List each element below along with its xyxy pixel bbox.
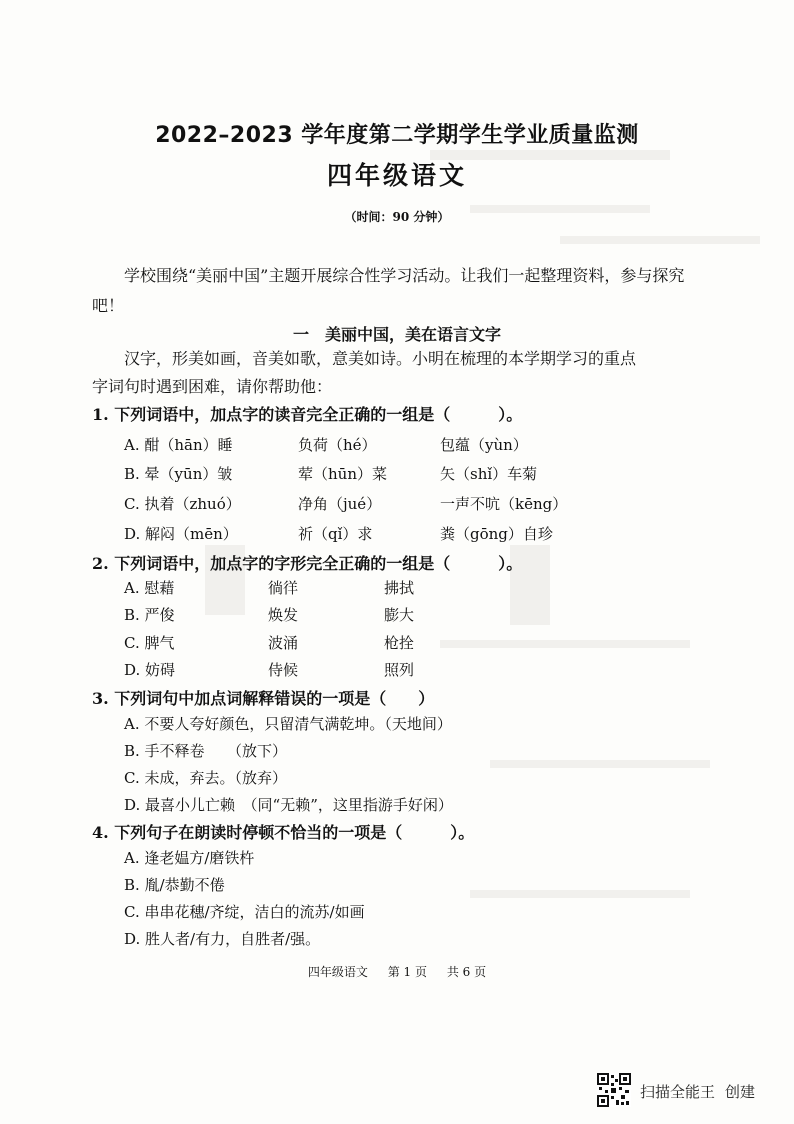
q2-option-c-1: C. 脾气: [124, 634, 175, 652]
q2-option-d-1: D. 妨碍: [124, 661, 176, 679]
q4-option-b: B. 胤/恭勤不倦: [124, 876, 225, 894]
qr-code-icon: [597, 1073, 631, 1107]
question-1-stem: 1. 下列词语中，加点字的读音完全正确的一组是（ ）。: [92, 405, 523, 424]
bleed-through-ghost: [440, 640, 690, 648]
q1-option-b-3: 矢（shǐ）车菊: [440, 465, 538, 483]
q1-option-b-2: 荤（hūn）菜: [298, 465, 387, 483]
q2-option-a-2: 徜徉: [268, 579, 299, 597]
q2-option-c-3: 枪拴: [384, 634, 415, 652]
q3-option-c: C. 未成，弃去。（放弃）: [124, 769, 287, 787]
section-1-lead-line-1: 汉字，形美如画，音美如歌，意美如诗。小明在梳理的本学期学习的重点: [124, 349, 637, 368]
exam-title: 2022–2023 学年度第二学期学生学业质量监测: [155, 123, 639, 148]
watermark-brand: 扫描全能王: [640, 1083, 716, 1101]
q1-option-d-3: 粪（gōng）自珍: [440, 525, 553, 543]
q4-option-d: D. 胜人者/有力，自胜者/强。: [124, 930, 321, 948]
section-1-lead-line-2: 字词句时遇到困难，请你帮助他：: [92, 377, 333, 396]
bleed-through-ghost: [470, 890, 690, 898]
footer-page-number: 第 1 页: [387, 965, 427, 979]
exam-duration: （时间：90 分钟）: [344, 210, 450, 224]
q1-option-c-1: C. 执着（zhuó）: [124, 495, 241, 513]
q1-option-d-1: D. 解闷（mēn）: [124, 525, 238, 543]
q1-option-c-3: 一声不吭（kēng）: [440, 495, 568, 513]
q2-option-d-3: 照列: [384, 661, 415, 679]
question-4-stem: 4. 下列句子在朗读时停顿不恰当的一项是（ ）。: [92, 823, 475, 842]
footer-subject: 四年级语文: [307, 965, 368, 979]
q2-option-b-2: 焕发: [268, 606, 299, 624]
q2-option-b-3: 膨大: [384, 606, 415, 624]
page-footer: [0, 963, 794, 980]
intro-paragraph: 学校围绕“美丽中国”主题开展综合性学习活动。让我们一起整理资料，参与探究吧！: [92, 266, 685, 315]
subject-title: 四年级语文: [326, 161, 467, 190]
section-1-title: 一 美丽中国，美在语言文字: [292, 325, 501, 344]
question-2-stem: 2. 下列词语中，加点字的字形完全正确的一组是（ ）。: [92, 554, 523, 573]
q2-option-a-1: A. 慰藉: [124, 579, 175, 597]
q2-option-b-1: B. 严俊: [124, 606, 175, 624]
q1-option-d-2: 祈（qǐ）求: [298, 525, 373, 543]
q1-option-a-3: 包蕴（yùn）: [440, 436, 528, 454]
q4-option-a: A. 逢老媪方/磨铁杵: [124, 849, 255, 867]
bleed-through-ghost: [490, 760, 710, 768]
bleed-through-ghost: [560, 236, 760, 244]
scanner-watermark: [640, 1081, 755, 1102]
q1-option-b-1: B. 晕（yūn）皱: [124, 465, 233, 483]
q2-option-a-3: 拂拭: [384, 579, 415, 597]
question-3-stem: 3. 下列词句中加点词解释错误的一项是（ ）: [92, 689, 435, 708]
q1-option-c-2: 净角（jué）: [298, 495, 382, 513]
watermark-action: 创建: [725, 1083, 756, 1101]
footer-total-pages: 共 6 页: [446, 965, 487, 979]
q2-option-c-2: 波涌: [268, 634, 299, 652]
q3-option-d: D. 最喜小儿亡赖 （同“无赖”，这里指游手好闲）: [124, 796, 453, 814]
q4-option-c: C. 串串花穗/齐绽，洁白的流苏/如画: [124, 903, 365, 921]
q3-option-b: B. 手不释卷 （放下）: [124, 742, 288, 760]
q1-option-a-1: A. 酣（hān）睡: [124, 436, 233, 454]
q2-option-d-2: 侍候: [268, 661, 299, 679]
q1-option-a-2: 负荷（hé）: [298, 436, 377, 454]
q3-option-a: A. 不要人夸好颜色，只留清气满乾坤。（天地间）: [124, 715, 452, 733]
